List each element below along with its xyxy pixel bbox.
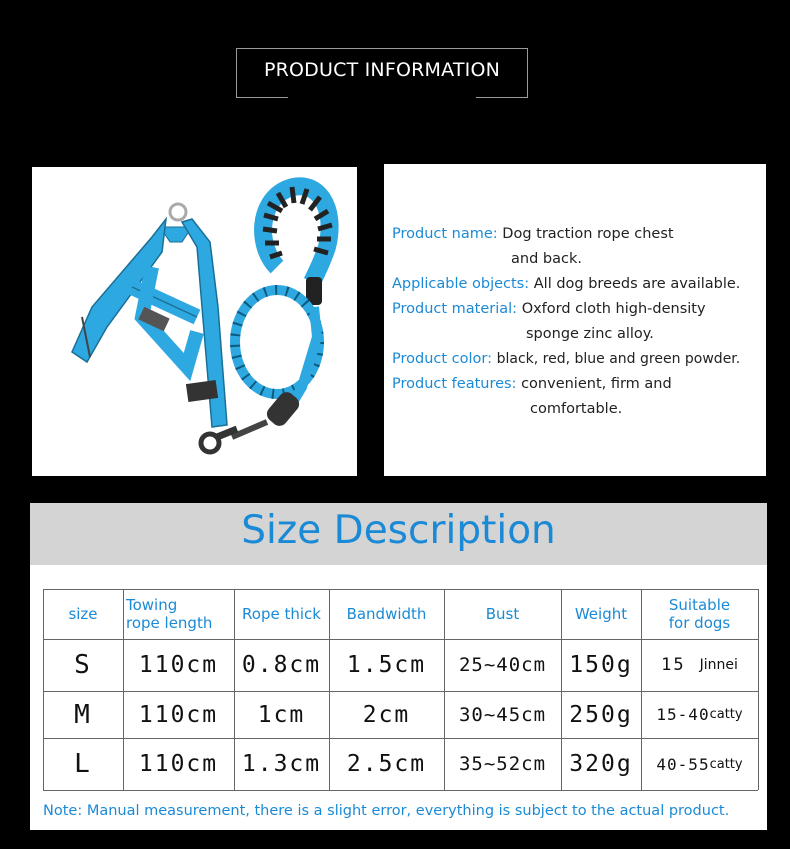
info-label: Product name: bbox=[392, 226, 498, 242]
info-label: Applicable objects: bbox=[392, 276, 530, 292]
table-cell-length: 110cm bbox=[138, 701, 219, 728]
table-cell-weight: 150g bbox=[569, 652, 633, 678]
table-border bbox=[758, 589, 759, 790]
info-value: Oxford cloth high-density bbox=[521, 301, 706, 317]
table-cell-size: M bbox=[74, 699, 92, 730]
size-note: Note: Manual measurement, there is a slight error, everything is subject to the actual product. bbox=[43, 803, 730, 819]
info-value: All dog breeds are available. bbox=[533, 276, 741, 292]
info-value-cont: comfortable. bbox=[530, 401, 623, 417]
table-cell-dogs bbox=[641, 738, 758, 790]
table-cell-weight: 250g bbox=[569, 701, 633, 728]
table-cell-bust: 30~45cm bbox=[458, 703, 547, 726]
table-cell-length: 110cm bbox=[138, 652, 219, 678]
size-banner bbox=[30, 503, 767, 565]
table-header-suitable bbox=[641, 589, 758, 639]
page-title: PRODUCT INFORMATION bbox=[263, 59, 501, 81]
info-product-features bbox=[392, 376, 672, 392]
info-product-name bbox=[392, 226, 674, 242]
dogs-range: 40-55 bbox=[656, 754, 710, 774]
table-header-bust: Bust bbox=[485, 605, 520, 623]
info-value-cont: sponge zinc alloy. bbox=[526, 326, 654, 342]
header-line: for dogs bbox=[668, 614, 731, 632]
table-header-bandwidth: Bandwidth bbox=[346, 605, 427, 623]
dogs-unit: Jinnei bbox=[699, 657, 738, 673]
info-product-color bbox=[392, 351, 740, 367]
table-cell-thick: 0.8cm bbox=[241, 652, 322, 678]
table-cell-size: L bbox=[74, 749, 92, 779]
info-applicable-objects bbox=[392, 276, 740, 292]
table-cell-thick: 1.3cm bbox=[241, 751, 322, 777]
table-header-weight: Weight bbox=[574, 605, 628, 623]
table-header-size: size bbox=[68, 605, 98, 623]
dogs-unit: catty bbox=[709, 707, 743, 722]
info-label: Product features: bbox=[392, 376, 517, 392]
section-header bbox=[236, 48, 528, 98]
dogs-range: 15-40 bbox=[656, 705, 710, 724]
dogs-range: 15 bbox=[661, 655, 686, 675]
table-cell-band: 2cm bbox=[362, 701, 411, 728]
harness-leash-illustration bbox=[32, 167, 357, 476]
size-title: Size Description bbox=[241, 508, 556, 553]
table-header-length bbox=[123, 589, 234, 639]
header-line: Suitable bbox=[668, 596, 731, 614]
table-cell-size: S bbox=[74, 650, 92, 680]
header-line: Towing bbox=[126, 596, 178, 614]
size-description-panel bbox=[30, 503, 767, 830]
info-value: Dog traction rope chest bbox=[502, 226, 674, 242]
product-image bbox=[32, 167, 357, 476]
table-cell-length: 110cm bbox=[138, 751, 219, 777]
table-cell-bust: 35~52cm bbox=[458, 753, 547, 775]
table-cell-band: 1.5cm bbox=[346, 652, 427, 678]
table-border bbox=[43, 790, 758, 791]
info-label: Product material: bbox=[392, 301, 518, 317]
table-cell-weight: 320g bbox=[569, 751, 633, 777]
table-cell-dogs bbox=[641, 691, 758, 738]
info-label: Product color: bbox=[392, 351, 492, 367]
header-line: rope length bbox=[126, 614, 213, 632]
harness-graphic bbox=[72, 204, 227, 427]
info-value-cont: and back. bbox=[511, 251, 582, 267]
info-value: black, red, blue and green powder. bbox=[496, 351, 741, 367]
table-cell-thick: 1cm bbox=[257, 701, 306, 728]
table-cell-dogs bbox=[641, 639, 758, 691]
dogs-unit: catty bbox=[709, 756, 743, 772]
info-value: convenient, firm and bbox=[521, 376, 672, 392]
table-header-thick: Rope thick bbox=[242, 605, 321, 623]
table-cell-band: 2.5cm bbox=[346, 751, 427, 777]
table-cell-bust: 25~40cm bbox=[458, 654, 547, 676]
product-info-panel bbox=[384, 164, 766, 476]
info-product-material bbox=[392, 301, 706, 317]
